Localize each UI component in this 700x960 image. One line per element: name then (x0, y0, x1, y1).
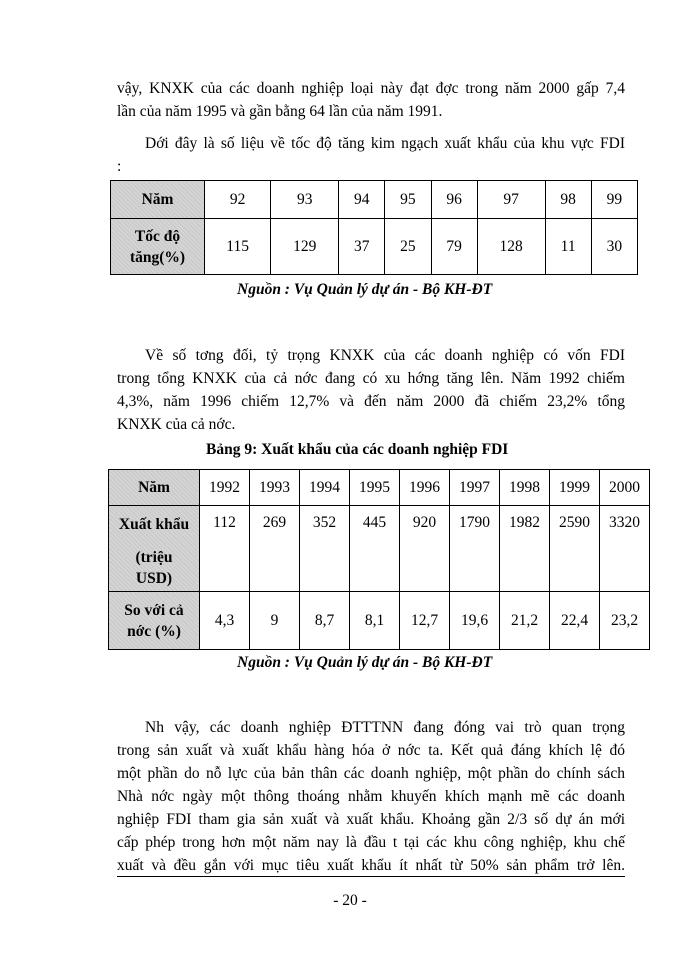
text-line: cấp phép trong hơn một năm nay là đầu t tại các khu công nghiệp, khu chế (117, 834, 625, 851)
text-line: 4,3%, năm 1996 chiếm 12,7% và đến năm 2000 đã chiếm 23,2% tổng (117, 393, 625, 410)
text-line: : (117, 158, 122, 175)
growth-table (110, 180, 638, 275)
row-label: So với cả nớc (%) (109, 592, 200, 650)
year-cell: 97 (477, 181, 545, 219)
value-cell: 22,4 (550, 592, 600, 650)
year-cell: 93 (271, 181, 339, 219)
paragraph-3 (117, 344, 625, 436)
value-cell: 115 (205, 219, 271, 275)
value-cell: 23,2 (600, 592, 650, 650)
year-cell: 99 (591, 181, 637, 219)
year-cell: 1996 (400, 470, 450, 506)
paragraph-4 (117, 716, 625, 877)
table-caption: Bảng 9: Xuất khẩu của các doanh nghiệp FDI (206, 441, 509, 458)
value-cell: 21,2 (500, 592, 550, 650)
value-cell: 920 (400, 506, 450, 592)
text-line: trong tổng KNXK của cả nớc đang có xu hớng tăng lên. Năm 1992 chiếm (117, 370, 625, 387)
row-label: Tốc độ tăng(%) (111, 219, 205, 275)
text-line: vậy, KNXK của các doanh nghiệp loại này đạt đợc trong năm 2000 gấp 7,4 (117, 80, 625, 97)
table-row (111, 219, 638, 275)
value-cell: 25 (385, 219, 431, 275)
value-cell: 445 (350, 506, 400, 592)
row-label-line: Xuất khẩu (118, 516, 190, 533)
page-number: - 20 - (333, 892, 367, 909)
value-cell: 2590 (550, 506, 600, 592)
row-label: Năm (111, 181, 205, 219)
year-cell: 1992 (200, 470, 250, 506)
row-label (109, 506, 200, 592)
value-cell: 12,7 (400, 592, 450, 650)
table-row (109, 592, 650, 650)
source-note: Nguồn : Vụ Quản lý dự án - Bộ KH-ĐT (237, 654, 493, 671)
value-cell: 8,7 (300, 592, 350, 650)
value-cell: 1790 (450, 506, 500, 592)
text-line: Về số tơng đối, tỷ trọng KNXK của các doanh nghiệp có vốn FDI (145, 347, 625, 364)
source-note: Nguồn : Vụ Quản lý dự án - Bộ KH-ĐT (237, 281, 493, 298)
year-cell: 1994 (300, 470, 350, 506)
value-cell: 19,6 (450, 592, 500, 650)
year-cell: 92 (205, 181, 271, 219)
paragraph-2 (117, 132, 625, 178)
text-line: xuất và đều gắn với mục tiêu xuất khẩu ít nhất từ 50% sản phẩm trở lên. (117, 857, 625, 874)
footer-rule (117, 876, 625, 877)
year-cell: 1995 (350, 470, 400, 506)
text-line: Nh vậy, các doanh nghiệp ĐTTTNN đang đóng vai trò quan trọng (145, 719, 625, 736)
year-cell: 1997 (450, 470, 500, 506)
year-cell: 96 (431, 181, 477, 219)
text-line: Dới đây là số liệu về tốc độ tăng kim ngạch xuất khẩu của khu vực FDI (145, 135, 625, 152)
year-cell: 1993 (250, 470, 300, 506)
value-cell: 352 (300, 506, 350, 592)
value-cell: 4,3 (200, 592, 250, 650)
row-label: Năm (109, 470, 200, 506)
value-cell: 37 (339, 219, 385, 275)
table-row (109, 470, 650, 506)
text-line: nghiệp FDI tham gia sản xuất và xuất khẩu. Khoảng gần 2/3 số dự án mới (117, 811, 625, 828)
value-cell: 129 (271, 219, 339, 275)
value-cell: 128 (477, 219, 545, 275)
year-cell: 95 (385, 181, 431, 219)
value-cell: 9 (250, 592, 300, 650)
text-line: Nhà nớc ngày một thông thoáng nhằm khuyến khích mạnh mẽ các doanh (117, 788, 625, 805)
value-cell: 11 (545, 219, 591, 275)
year-cell: 2000 (600, 470, 650, 506)
year-cell: 94 (339, 181, 385, 219)
text-line: lần của năm 1995 và gần bằng 64 lần của năm 1991. (117, 103, 443, 120)
text-line: một phần do nỗ lực của bản thân các doanh nghiệp, một phần do chính sách (117, 765, 625, 782)
year-cell: 1999 (550, 470, 600, 506)
text-line: KNXK của cả nớc. (117, 416, 236, 433)
value-cell: 8,1 (350, 592, 400, 650)
year-cell: 98 (545, 181, 591, 219)
table-row (109, 506, 650, 592)
value-cell: 1982 (500, 506, 550, 592)
fdi-export-table (108, 469, 650, 650)
value-cell: 112 (200, 506, 250, 592)
value-cell: 30 (591, 219, 637, 275)
value-cell: 79 (431, 219, 477, 275)
table-row (111, 181, 638, 219)
value-cell: 269 (250, 506, 300, 592)
year-cell: 1998 (500, 470, 550, 506)
paragraph-1 (117, 77, 625, 123)
text-line: trong sản xuất và xuất khẩu hàng hóa ở nớc ta. Kết quả đáng khích lệ đó (117, 742, 625, 759)
value-cell: 3320 (600, 506, 650, 592)
row-label-line: (triệu USD) (135, 549, 173, 587)
